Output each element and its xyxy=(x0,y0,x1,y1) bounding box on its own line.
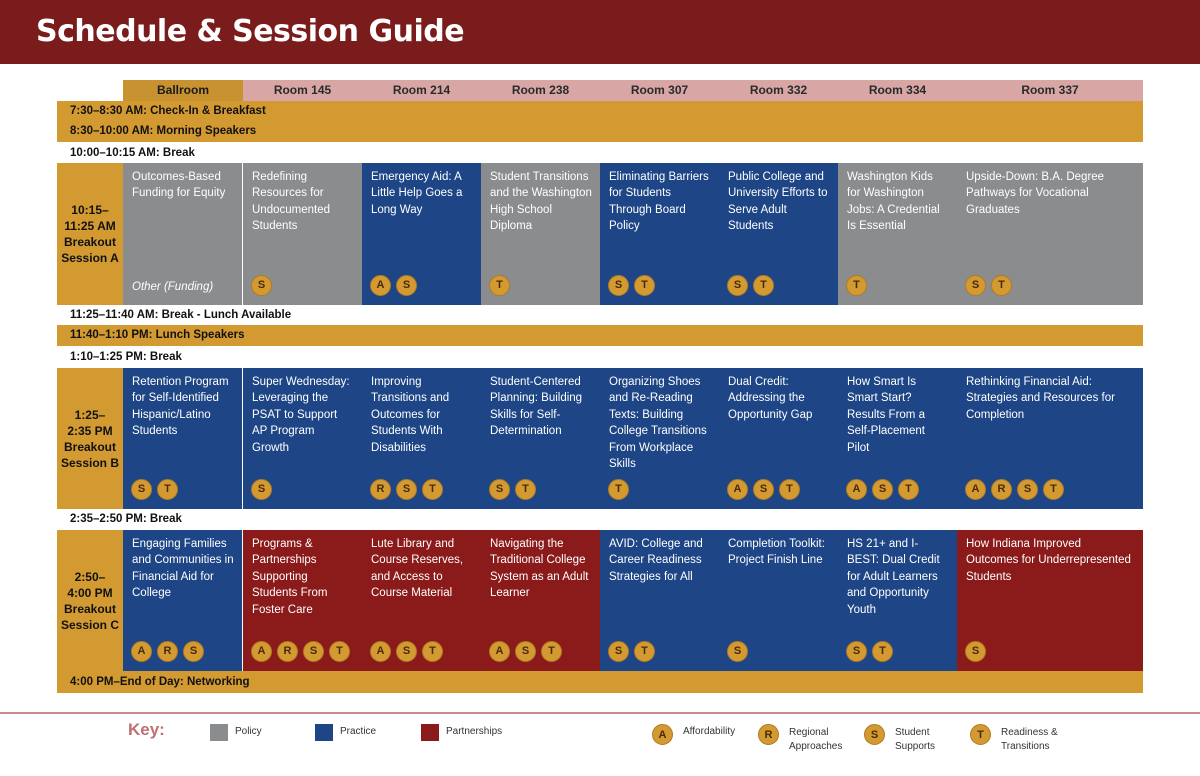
session-title: How Smart Is Smart Start? Results From a Self-Placement Pilot xyxy=(847,376,925,454)
student-supports-badge-icon: S xyxy=(864,724,885,745)
tag-t-icon: T xyxy=(634,275,655,296)
time-bar: 10:00–10:15 AM: Break xyxy=(70,147,195,159)
tag-t-icon: T xyxy=(753,275,774,296)
room-header: Room 337 xyxy=(957,80,1143,101)
session-cell xyxy=(600,163,719,305)
tag-badges xyxy=(489,275,510,297)
session-cell xyxy=(243,368,362,509)
tag-s-icon: S xyxy=(727,641,748,662)
tag-badges xyxy=(727,275,774,297)
policy-key-label: Policy xyxy=(235,726,262,737)
time-bar: 11:25–11:40 AM: Break - Lunch Available xyxy=(70,309,292,321)
tag-badges xyxy=(131,479,178,501)
session-title: Programs & Partnerships Supporting Students From Foster Care xyxy=(252,538,328,616)
session-title: Outcomes-Based Funding for Equity xyxy=(132,171,226,200)
session-title: Retention Program for Self-Identified Hispanic/Latino Students xyxy=(132,376,229,438)
session-title: Public College and University Efforts to Serve Adult Students xyxy=(728,171,828,233)
session-cell xyxy=(362,368,481,509)
tag-a-icon: A xyxy=(251,641,272,662)
tag-r-icon: R xyxy=(991,479,1012,500)
tag-s-icon: S xyxy=(515,641,536,662)
tag-s-icon: S xyxy=(608,275,629,296)
session-title: Student-Centered Planning: Building Skills for Self-Determination xyxy=(490,376,583,438)
session-title: Rethinking Financial Aid: Strategies and Resources for Completion xyxy=(966,376,1115,421)
tag-badges xyxy=(727,479,800,501)
tag-t-icon: T xyxy=(329,641,350,662)
tag-s-icon: S xyxy=(131,479,152,500)
tag-s-icon: S xyxy=(303,641,324,662)
tag-t-icon: T xyxy=(422,479,443,500)
tag-a-icon: A xyxy=(727,479,748,500)
session-label: 1:25– 2:35 PM Breakout Session B xyxy=(57,368,123,509)
session-cell xyxy=(243,530,362,671)
tag-t-icon: T xyxy=(157,479,178,500)
tag-badges xyxy=(251,479,272,501)
tag-s-icon: S xyxy=(396,641,417,662)
time-bar: 4:00 PM–End of Day: Networking xyxy=(57,671,1143,693)
regional-key-label: Regional Approaches xyxy=(789,727,843,752)
session-title: Redefining Resources for Undocumented Students xyxy=(252,171,330,233)
partnerships-key-label: Partnerships xyxy=(446,726,503,737)
tag-s-icon: S xyxy=(489,479,510,500)
session-title: AVID: College and Career Readiness Strategies for All xyxy=(609,538,703,583)
session-label: 2:50– 4:00 PM Breakout Session C xyxy=(57,530,123,671)
session-cell xyxy=(957,530,1143,671)
session-title: HS 21+ and I-BEST: Dual Credit for Adult Learners and Opportunity Youth xyxy=(847,538,940,616)
time-bar: 11:40–1:10 PM: Lunch Speakers xyxy=(57,325,1143,346)
tag-s-icon: S xyxy=(965,275,986,296)
session-title: Emergency Aid: A Little Help Goes a Long Way xyxy=(371,171,463,216)
tag-s-icon: S xyxy=(965,641,986,662)
key-label: Key: xyxy=(128,720,165,739)
tag-t-icon: T xyxy=(489,275,510,296)
tag-t-icon: T xyxy=(608,479,629,500)
tag-badges xyxy=(131,641,204,663)
tag-t-icon: T xyxy=(634,641,655,662)
room-header: Room 214 xyxy=(362,80,481,101)
session-note: Other (Funding) xyxy=(132,281,214,293)
room-header: Room 307 xyxy=(600,80,719,101)
session-title: Completion Toolkit: Project Finish Line xyxy=(728,538,825,567)
room-header: Room 332 xyxy=(719,80,838,101)
page-title: Schedule & Session Guide xyxy=(36,14,465,49)
time-bar: 8:30–10:00 AM: Morning Speakers xyxy=(57,121,1143,142)
readiness-badge-icon: T xyxy=(970,724,991,745)
session-title: Student Transitions and the Washington High School Diploma xyxy=(490,171,592,233)
session-title: Improving Transitions and Outcomes for Students With Disabilities xyxy=(371,376,450,454)
tag-badges xyxy=(370,479,443,501)
session-cell xyxy=(123,368,242,509)
tag-badges xyxy=(608,275,655,297)
tag-badges xyxy=(251,641,350,663)
session-cell xyxy=(957,163,1143,305)
policy-swatch xyxy=(210,724,228,741)
tag-s-icon: S xyxy=(183,641,204,662)
session-cell xyxy=(123,163,242,305)
tag-badges xyxy=(251,275,272,297)
tag-s-icon: S xyxy=(1017,479,1038,500)
session-title: How Indiana Improved Outcomes for Underrepresented Students xyxy=(966,538,1131,583)
tag-t-icon: T xyxy=(541,641,562,662)
tag-t-icon: T xyxy=(991,275,1012,296)
tag-badges xyxy=(608,641,655,663)
session-title: Super Wednesday: Leveraging the PSAT to Support AP Program Growth xyxy=(252,376,350,454)
session-title: Organizing Shoes and Re-Reading Texts: Building College Transitions From Workplace Skills xyxy=(609,376,707,471)
tag-badges xyxy=(727,641,748,663)
session-cell xyxy=(719,163,838,305)
tag-a-icon: A xyxy=(965,479,986,500)
tag-badges xyxy=(965,641,986,663)
session-cell xyxy=(362,163,481,305)
session-cell xyxy=(243,163,362,305)
tag-a-icon: A xyxy=(846,479,867,500)
time-bar: 7:30–8:30 AM: Check-In & Breakfast xyxy=(57,101,1143,122)
tag-badges xyxy=(489,479,536,501)
key-divider xyxy=(0,712,1200,714)
affordability-key-label: Affordability xyxy=(683,726,736,737)
session-cell xyxy=(481,163,600,305)
tag-a-icon: A xyxy=(370,641,391,662)
tag-s-icon: S xyxy=(608,641,629,662)
room-header: Ballroom xyxy=(123,80,243,101)
session-cell xyxy=(600,530,719,671)
session-cell xyxy=(481,368,600,509)
tag-t-icon: T xyxy=(846,275,867,296)
session-cell xyxy=(719,368,838,509)
session-title: Lute Library and Course Reserves, and Access to Course Material xyxy=(371,538,464,600)
session-title: Navigating the Traditional College System as an Adult Learner xyxy=(490,538,589,600)
session-label: 10:15– 11:25 AM Breakout Session A xyxy=(57,163,123,305)
session-cell xyxy=(838,530,957,671)
tag-s-icon: S xyxy=(396,275,417,296)
tag-r-icon: R xyxy=(370,479,391,500)
tag-t-icon: T xyxy=(898,479,919,500)
tag-a-icon: A xyxy=(131,641,152,662)
session-cell xyxy=(838,368,957,509)
tag-r-icon: R xyxy=(277,641,298,662)
tag-badges xyxy=(846,641,893,663)
room-header: Room 334 xyxy=(838,80,957,101)
session-cell xyxy=(719,530,838,671)
session-cell xyxy=(838,163,957,305)
tag-r-icon: R xyxy=(157,641,178,662)
tag-t-icon: T xyxy=(515,479,536,500)
time-bar: 1:10–1:25 PM: Break xyxy=(70,351,182,363)
tag-badges xyxy=(965,479,1064,501)
practice-swatch xyxy=(315,724,333,741)
time-bar: 2:35–2:50 PM: Break xyxy=(70,513,182,525)
session-title: Dual Credit: Addressing the Opportunity Gap xyxy=(728,376,813,421)
tag-t-icon: T xyxy=(779,479,800,500)
tag-s-icon: S xyxy=(251,275,272,296)
affordability-badge-icon: A xyxy=(652,724,673,745)
tag-s-icon: S xyxy=(727,275,748,296)
session-cell xyxy=(362,530,481,671)
tag-t-icon: T xyxy=(1043,479,1064,500)
tag-badges xyxy=(370,641,443,663)
student-supports-key-label: Student Supports xyxy=(895,727,936,752)
room-header: Room 145 xyxy=(243,80,362,101)
room-header: Room 238 xyxy=(481,80,600,101)
tag-t-icon: T xyxy=(872,641,893,662)
tag-a-icon: A xyxy=(489,641,510,662)
tag-a-icon: A xyxy=(370,275,391,296)
session-title: Upside-Down: B.A. Degree Pathways for Vocational Graduates xyxy=(966,171,1105,216)
tag-badges xyxy=(370,275,417,297)
session-cell xyxy=(600,368,719,509)
session-title: Washington Kids for Washington Jobs: A Credential Is Essential xyxy=(847,171,940,233)
tag-t-icon: T xyxy=(422,641,443,662)
tag-badges xyxy=(489,641,562,663)
tag-badges xyxy=(608,479,629,501)
session-cell xyxy=(123,530,242,671)
tag-badges xyxy=(846,479,919,501)
tag-s-icon: S xyxy=(753,479,774,500)
session-title: Engaging Families and Communities in Financial Aid for College xyxy=(132,538,234,600)
readiness-key-label: Readiness & Transitions xyxy=(1001,727,1058,752)
regional-badge-icon: R xyxy=(758,724,779,745)
tag-s-icon: S xyxy=(251,479,272,500)
tag-s-icon: S xyxy=(872,479,893,500)
session-cell xyxy=(481,530,600,671)
session-cell xyxy=(957,368,1143,509)
session-title: Eliminating Barriers for Students Through Board Policy xyxy=(609,171,709,233)
tag-badges xyxy=(846,275,867,297)
tag-s-icon: S xyxy=(396,479,417,500)
partnerships-swatch xyxy=(421,724,439,741)
tag-badges xyxy=(965,275,1012,297)
practice-key-label: Practice xyxy=(340,726,377,737)
tag-s-icon: S xyxy=(846,641,867,662)
